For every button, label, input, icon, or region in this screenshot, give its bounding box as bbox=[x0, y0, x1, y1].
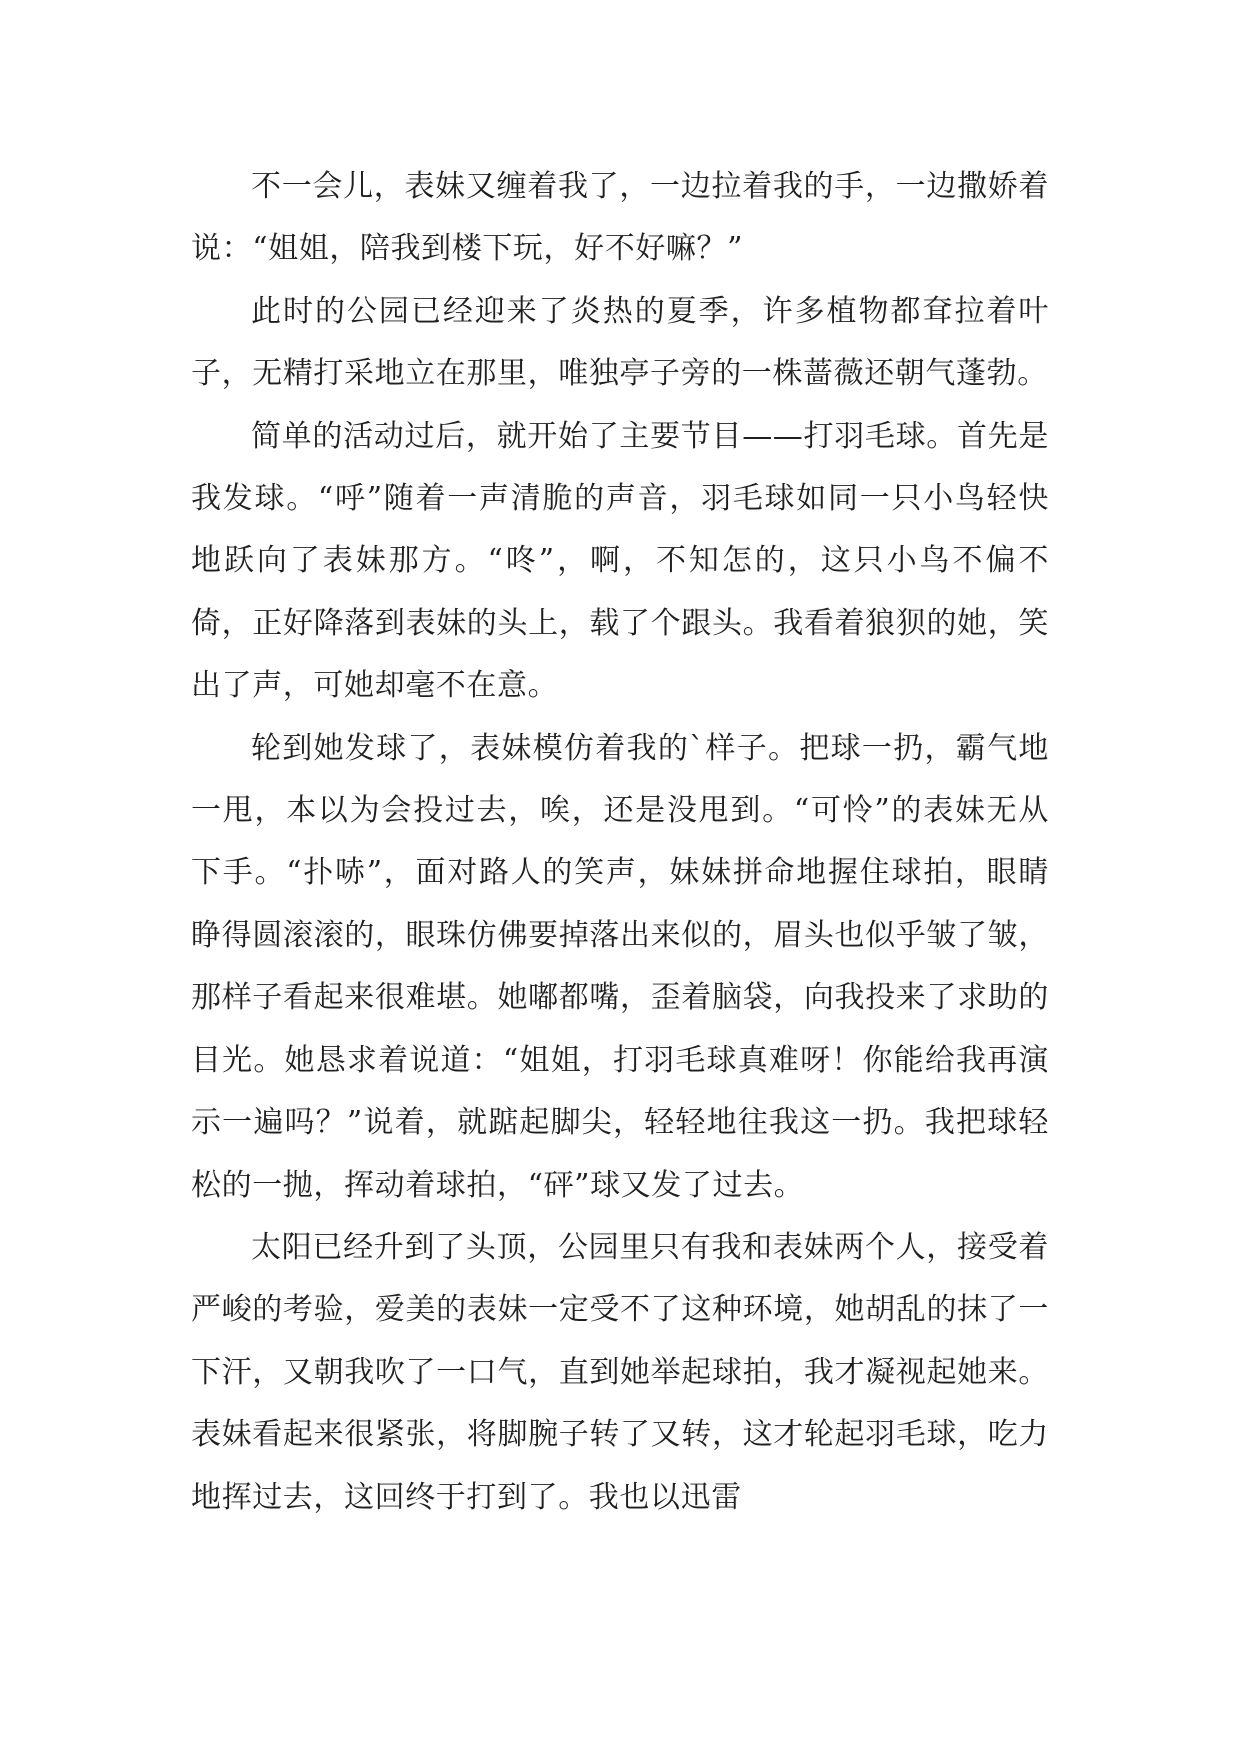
paragraph-4: 轮到她发球了，表妹模仿着我的`样子。把球一扔，霸气地一甩，本以为会投过去，唉，还是没甩到。“可怜”的表妹无从下手。“扑哧”，面对路人的笑声，妹妹拼命地握住球拍，眼睛睁得圆滚滚的，眼珠仿佛要掉落出来似的，眉头也似乎皱了皱，那样子看起来很难堪。她嘟都嘴，歪着脑袋，向我投来了求助的目光。她恳求着说道：“姐姐，打羽毛球真难呀！你能给我再演示一遍吗？”说着，就踮起脚尖，轻轻地往我这一扔。我把球轻松的一抛，挥动着球拍，“砰”球又发了过去。 bbox=[191, 730, 1049, 1203]
paragraph-2: 此时的公园已经迎来了炎热的夏季，许多植物都耷拉着叶子，无精打采地立在那里，唯独亭子旁的一株蔷薇还朝气蓬勃。 bbox=[191, 293, 1049, 392]
paragraph-5: 太阳已经升到了头顶，公园里只有我和表妹两个人，接受着严峻的考验，爱美的表妹一定受不了这种环境，她胡乱的抹了一下汗，又朝我吹了一口气，直到她举起球拍，我才凝视起她来。表妹看起来很紧张，将脚腕子转了又转，这才轮起羽毛球，吃力地挥过去，这回终于打到了。我也以迅雷 bbox=[191, 1229, 1049, 1515]
paragraph-3: 简单的活动过后，就开始了主要节目——打羽毛球。首先是我发球。“呼”随着一声清脆的声音，羽毛球如同一只小鸟轻快地跃向了表妹那方。“咚”，啊，不知怎的，这只小鸟不偏不倚，正好降落到表妹的头上，载了个跟头。我看着狼狈的她，笑出了声，可她却毫不在意。 bbox=[191, 418, 1049, 704]
body-text bbox=[191, 156, 1049, 1529]
paragraph-1: 不一会儿，表妹又缠着我了，一边拉着我的手，一边撒娇着说：“姐姐，陪我到楼下玩，好不好嘛？” bbox=[191, 169, 1049, 267]
